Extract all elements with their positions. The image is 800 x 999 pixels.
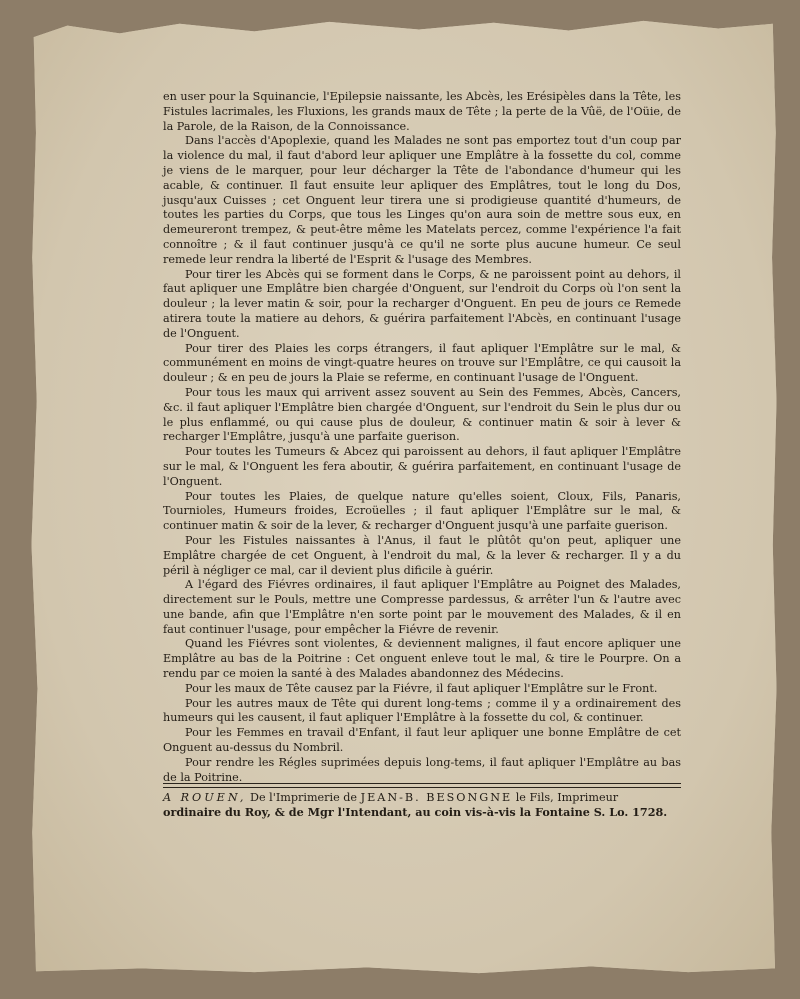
- paragraph: Pour les maux de Tête causez par la Fiévre, il faut apliquer l'Emplâtre sur le Front.: [185, 681, 658, 695]
- imprint-printer-name: JEAN-B. BESONGNE: [360, 791, 513, 804]
- imprint-text-end: le Fils, Imprimeur: [512, 791, 619, 804]
- body-text: [163, 90, 681, 785]
- paragraph: Quand les Fiévres sont violentes, & deviennent malignes, il faut encore apliquer une Emplâtre au bas de la Poitrine : Cet onguent enleve tout le mal, & tire le Pourpre. On a rendu par ce moien la santé à des Malades abandonnez des Médecins.: [163, 637, 681, 681]
- imprint-line-1: [163, 790, 681, 805]
- imprint-city: A ROUEN,: [163, 791, 247, 804]
- paragraph: Pour tous les maux qui arrivent assez souvent au Sein des Femmes, Abcès, Cancers, &c. il faut apliquer l'Emplâtre bien chargée d'Onguent, sur l'endroit du Sein le plus dur ou le plus enflammé, ou qui cause plus de douleur, & continuer matin & soir à lever & recharger l'Emplâtre, jusqu'à une parfaite guerison.: [163, 385, 681, 444]
- paragraph: Pour tirer des Plaies les corps étrangers, il faut apliquer l'Emplâtre sur le mal, & communément en moins de vingt-quatre heures on trouve sur l'Emplâtre, ce qui causoit la douleur ; & en peu de jours la Plaie se referme, en continuant l'usage de l'Onguent.: [163, 341, 681, 385]
- paragraph: A l'égard des Fiévres ordinaires, il faut apliquer l'Emplâtre au Poignet des Malades, directement sur le Pouls, mettre une Compresse pardessus, & arrêter l'un & l'autre avec une bande, afin que l'Emplâtre n'en sorte point par le mouvement des Malades, & il en faut continuer l'usage, pour empêcher la Fiévre de revenir.: [163, 578, 681, 636]
- paragraph: Dans l'accès d'Apoplexie, quand les Malades ne sont pas emportez tout d'un coup par la violence du mal, il faut d'abord leur apliquer une Emplâtre à la fossette du col, comme je viens de le marquer, pour leur décharger la Tête de l'abondance d'humeur qui les acable, & continuer. Il faut ensuite leur apliquer des Emplâtres, tout le long du Dos, jusqu'aux Cuisses ; cet Onguent leur tirera une si prodigieuse quantité d'humeurs, de toutes les parties du Corps, que tous les Linges qu'on aura soin de mettre sous eux, en demeureront trempez, & peut-être même les Matelats percez, comme l'expérience l'a fait connoître ; & il faut continuer jusqu'à ce qu'il ne sorte plus aucune humeur. Ce seul remede leur rendra la liberté de l'Esprit & l'usage des Membres.: [163, 134, 681, 266]
- paragraph: Pour les Femmes en travail d'Enfant, il faut leur apliquer une bonne Emplâtre de cet Onguent au-dessus du Nombril.: [163, 726, 681, 755]
- paragraph: en user pour la Squinancie, l'Epilepsie naissante, les Abcès, les Erésipèles dans la Tête, les Fistules lacrimales, les Fluxions, les grands maux de Tête ; la perte de la Vûë, de l'Oüie, de la Parole, de la Raison, de la Connoissance.: [163, 90, 681, 133]
- printer-imprint: [163, 790, 681, 820]
- imprint-text: De l'Imprimerie de: [246, 791, 361, 804]
- divider-rule: [163, 783, 681, 784]
- paragraph: Pour rendre les Régles suprimées depuis long-tems, il faut apliquer l'Emplâtre au bas de la Poitrine.: [163, 755, 681, 784]
- paragraph: Pour tirer les Abcès qui se forment dans le Corps, & ne paroissent point au dehors, il faut apliquer une Emplâtre bien chargée d'Onguent, sur l'endroit du Corps où l'on sent la douleur ; la lever matin & soir, pour la recharger d'Onguent. En peu de jours ce Remede atirera toute la matiere au dehors, & guérira parfaitement l'Abcès, en continuant l'usage de l'Onguent.: [163, 267, 681, 340]
- paragraph: Pour les autres maux de Tête qui durent long-tems ; comme il y a ordinairement des humeurs qui les causent, il faut apliquer l'Emplâtre à la fossette du col, & continuer.: [163, 696, 681, 725]
- paragraph: Pour toutes les Plaies, de quelque nature qu'elles soient, Cloux, Fils, Panaris, Tournioles, Humeurs froides, Ecroüelles ; il faut apliquer l'Emplâtre sur le mal, & continuer matin & soir de la lever, & recharger d'Onguent jusqu'à une parfaite guerison.: [163, 489, 681, 533]
- divider-rule-thin: [163, 787, 681, 788]
- imprint-line-2: ordinaire du Roy, & de Mgr l'Intendant, au coin vis-à-vis la Fontaine S. Lo. 1728.: [163, 805, 668, 819]
- paragraph: Pour toutes les Tumeurs & Abcez qui paroissent au dehors, il faut apliquer l'Emplâtre sur le mal, & l'Onguent les fera aboutir, & guérira parfaitement, en continuant l'usage de l'Onguent.: [163, 445, 681, 488]
- paragraph: Pour les Fistules naissantes à l'Anus, il faut le plûtôt qu'on peut, apliquer une Emplâtre chargée de cet Onguent, à l'endroit du mal, & la lever & recharger. Il y a du péril à négliger ce mal, car il devient plus dificile à guérir.: [163, 533, 681, 577]
